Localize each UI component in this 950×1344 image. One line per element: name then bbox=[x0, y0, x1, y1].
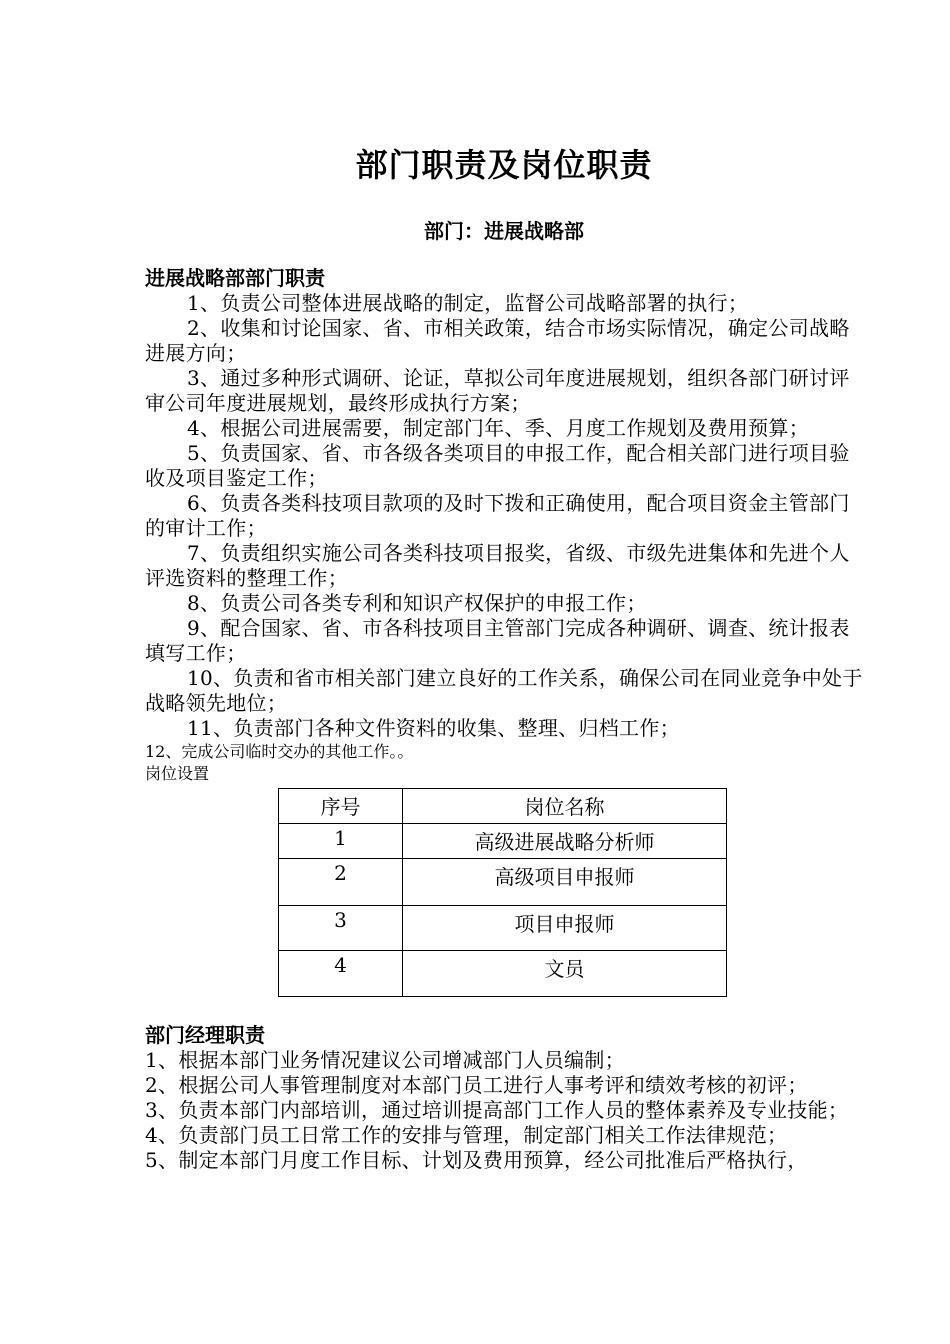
dept-duties-section bbox=[145, 265, 865, 785]
manager-duties-section bbox=[145, 1022, 865, 1173]
list-item: 8、负责公司各类专利和知识产权保护的申报工作； bbox=[187, 591, 647, 615]
cell-name: 项目申报师 bbox=[403, 906, 727, 951]
table-row bbox=[279, 859, 727, 906]
cell-no: 1 bbox=[279, 824, 403, 859]
list-item: 1、负责公司整体进展战略的制定，监督公司战略部署的执行； bbox=[187, 291, 749, 315]
list-item: 2、收集和讨论国家、省、市相关政策，结合市场实际情况，确定公司战略进展方向； bbox=[145, 316, 850, 365]
list-item: 2、根据公司人事管理制度对本部门员工进行人事考评和绩效考核的初评； bbox=[145, 1073, 808, 1097]
list-item: 4、根据公司进展需要，制定部门年、季、月度工作规划及费用预算； bbox=[187, 416, 810, 440]
list-item: 1、根据本部门业务情况建议公司增减部门人员编制； bbox=[145, 1048, 625, 1072]
list-item: 11、负责部门各种文件资料的收集、整理、归档工作； bbox=[187, 716, 680, 740]
list-item: 3、负责本部门内部培训，通过培训提高部门工作人员的整体素养及专业技能； bbox=[145, 1098, 849, 1122]
cell-no: 2 bbox=[279, 859, 403, 906]
positions-label: 岗位设置 bbox=[145, 764, 210, 783]
table-row bbox=[279, 906, 727, 951]
cell-name: 文员 bbox=[403, 951, 727, 997]
department-subtitle: 部门：进展战略部 bbox=[424, 219, 584, 243]
column-header-name: 岗位名称 bbox=[403, 789, 727, 824]
table-header-row bbox=[279, 789, 727, 824]
list-item: 9、配合国家、省、市各科技项目主管部门完成各种调研、调查、统计报表填写工作； bbox=[145, 616, 850, 665]
manager-duties-heading: 部门经理职责 bbox=[145, 1023, 265, 1047]
column-header-no: 序号 bbox=[279, 789, 403, 824]
positions-table bbox=[278, 788, 727, 997]
cell-name: 高级进展战略分析师 bbox=[403, 824, 727, 859]
dept-duties-heading: 进展战略部部门职责 bbox=[145, 266, 325, 290]
list-item: 7、负责组织实施公司各类科技项目报奖，省级、市级先进集体和先进个人评选资料的整理工作； bbox=[145, 541, 850, 590]
list-item: 4、负责部门员工日常工作的安排与管理，制定部门相关工作法律规范； bbox=[145, 1123, 788, 1147]
list-item: 5、负责国家、省、市各级各类项目的申报工作，配合相关部门进行项目验收及项目鉴定工作； bbox=[145, 441, 850, 490]
table-row bbox=[279, 824, 727, 859]
list-item: 5、制定本部门月度工作目标、计划及费用预算，经公司批准后严格执行， bbox=[145, 1148, 808, 1172]
cell-name: 高级项目申报师 bbox=[403, 859, 727, 906]
cell-no: 4 bbox=[279, 951, 403, 997]
list-item: 12、完成公司临时交办的其他工作。。 bbox=[145, 742, 414, 761]
list-item: 10、负责和省市相关部门建立良好的工作关系，确保公司在同业竞争中处于战略领先地位； bbox=[145, 666, 863, 715]
list-item: 6、负责各类科技项目款项的及时下拨和正确使用，配合项目资金主管部门的审计工作； bbox=[145, 491, 850, 540]
list-item: 3、通过多种形式调研、论证，草拟公司年度进展规划，组织各部门研讨评审公司年度进展规划，最终形成执行方案； bbox=[145, 366, 850, 415]
table-row bbox=[279, 951, 727, 997]
document-title: 部门职责及岗位职责 bbox=[355, 146, 653, 184]
cell-no: 3 bbox=[279, 906, 403, 951]
